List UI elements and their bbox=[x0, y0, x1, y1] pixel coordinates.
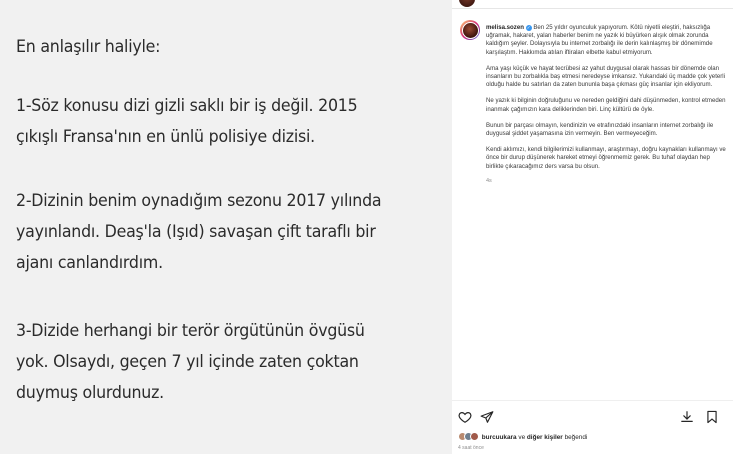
image-text-item-3 bbox=[16, 316, 365, 409]
header-username[interactable] bbox=[486, 0, 525, 1]
image-text-line: 2-Dizinin benim oynadığım sezonu 2017 yılında bbox=[16, 191, 382, 211]
likes-suffix: beğendi bbox=[562, 434, 588, 441]
author-avatar[interactable] bbox=[460, 20, 480, 40]
image-text-line: 3-Dizide herhangi bir terör örgütünün övgüsü bbox=[16, 321, 365, 341]
liker-username[interactable]: burcuukara bbox=[481, 434, 517, 441]
download-icon[interactable] bbox=[680, 410, 694, 424]
liker-avatars[interactable] bbox=[458, 432, 480, 441]
action-bar bbox=[452, 400, 733, 431]
image-text-line: yok. Olsaydı, geçen 7 yıl içinde zaten çoktan bbox=[16, 352, 359, 372]
image-text-line: yayınlandı. Deaş'la (Işıd) savaşan çift taraflı bir bbox=[16, 222, 376, 242]
likes-line bbox=[458, 432, 587, 441]
heart-icon[interactable] bbox=[458, 410, 472, 424]
bookmark-icon[interactable] bbox=[705, 410, 719, 424]
image-text-line: duymuş olurdunuz. bbox=[16, 383, 164, 403]
likes-others-link[interactable]: diğer kişiler bbox=[526, 434, 563, 441]
image-text-item-1 bbox=[16, 91, 357, 153]
post-timestamp[interactable]: 4 saat önce bbox=[458, 445, 484, 451]
image-text-line: ajanı canlandırdım. bbox=[16, 253, 163, 273]
caption-paragraph bbox=[486, 24, 728, 57]
image-text-item-2 bbox=[16, 186, 381, 279]
likes-connector: ve bbox=[516, 434, 527, 441]
post-header bbox=[452, 0, 733, 9]
caption-paragraph: Ne yazık ki bilginin doğruluğunu ve nereden geldiğini dahi düşünmeden, kontrol etmeden inanmak çağımızın kara deliklerinden biri. Linç kültürü de öyle. bbox=[486, 97, 726, 113]
caption-username[interactable]: melisa.sozen bbox=[486, 24, 524, 31]
post-sidebar bbox=[452, 0, 733, 454]
caption-paragraph: Bunun bir parçası olmayın, kendinizin ve etrafınızdaki insanların internet zorbalığı ile duygusal şiddet yaşamasına izin vermeyin. Ben vermeyeceğim. bbox=[486, 121, 714, 138]
verified-badge-icon: ✓ bbox=[526, 25, 531, 30]
caption-timestamp[interactable]: 4s bbox=[486, 177, 492, 184]
image-text-heading: En anlaşılır haliyle: bbox=[16, 37, 161, 57]
caption-paragraph: Ama yaşı küçük ve hayat tecrübesi az yahut duygusal olarak hassas bir dönemde olan insanların bu zorbalıkla baş etmesi neredeyse imkansız. Yukarıdaki üç madde çok yeterli olduğu halde bu satırları da zaten bununla başa çıkması güç insanlar için ekliyorum. bbox=[486, 64, 726, 89]
liker-avatar bbox=[470, 432, 479, 441]
author-avatar-photo bbox=[462, 22, 479, 39]
post-caption bbox=[486, 24, 728, 185]
image-text-line: çıkışlı Fransa'nın en ünlü polisiye dizisi. bbox=[16, 127, 315, 147]
header-avatar[interactable] bbox=[459, 0, 475, 7]
image-text-line: 1-Söz konusu dizi gizli saklı bir iş değil. 2015 bbox=[16, 96, 358, 116]
share-icon[interactable] bbox=[480, 410, 494, 424]
caption-paragraph: Kendi aklımızı, kendi bilgilerimizi kullanmayı, araştırmayı, doğru kaynakları kullanmayı ve önce bir durup düşünerek hareket etmeyi öğrenmemiz gerek. Bu tuhaf olaydan hep birlikte çıkaracağımız ders varsa bu olsun. bbox=[486, 146, 726, 170]
caption-text: Ben 25 yıldır oyunculuk yapıyorum. Kötü niyetli eleştiri, haksızlığa uğramak, hakaret, yalan haberler benim ne yazık ki büyürken alışık olmak zorunda kaldığım şeyler. Dolayısıyla bu internet zorbalığı ile derin kalınlaşmış bir dönemimde karşılaştım. Hakkımda atılan iftiraları elbette kabul etmiyorum. bbox=[486, 24, 713, 56]
